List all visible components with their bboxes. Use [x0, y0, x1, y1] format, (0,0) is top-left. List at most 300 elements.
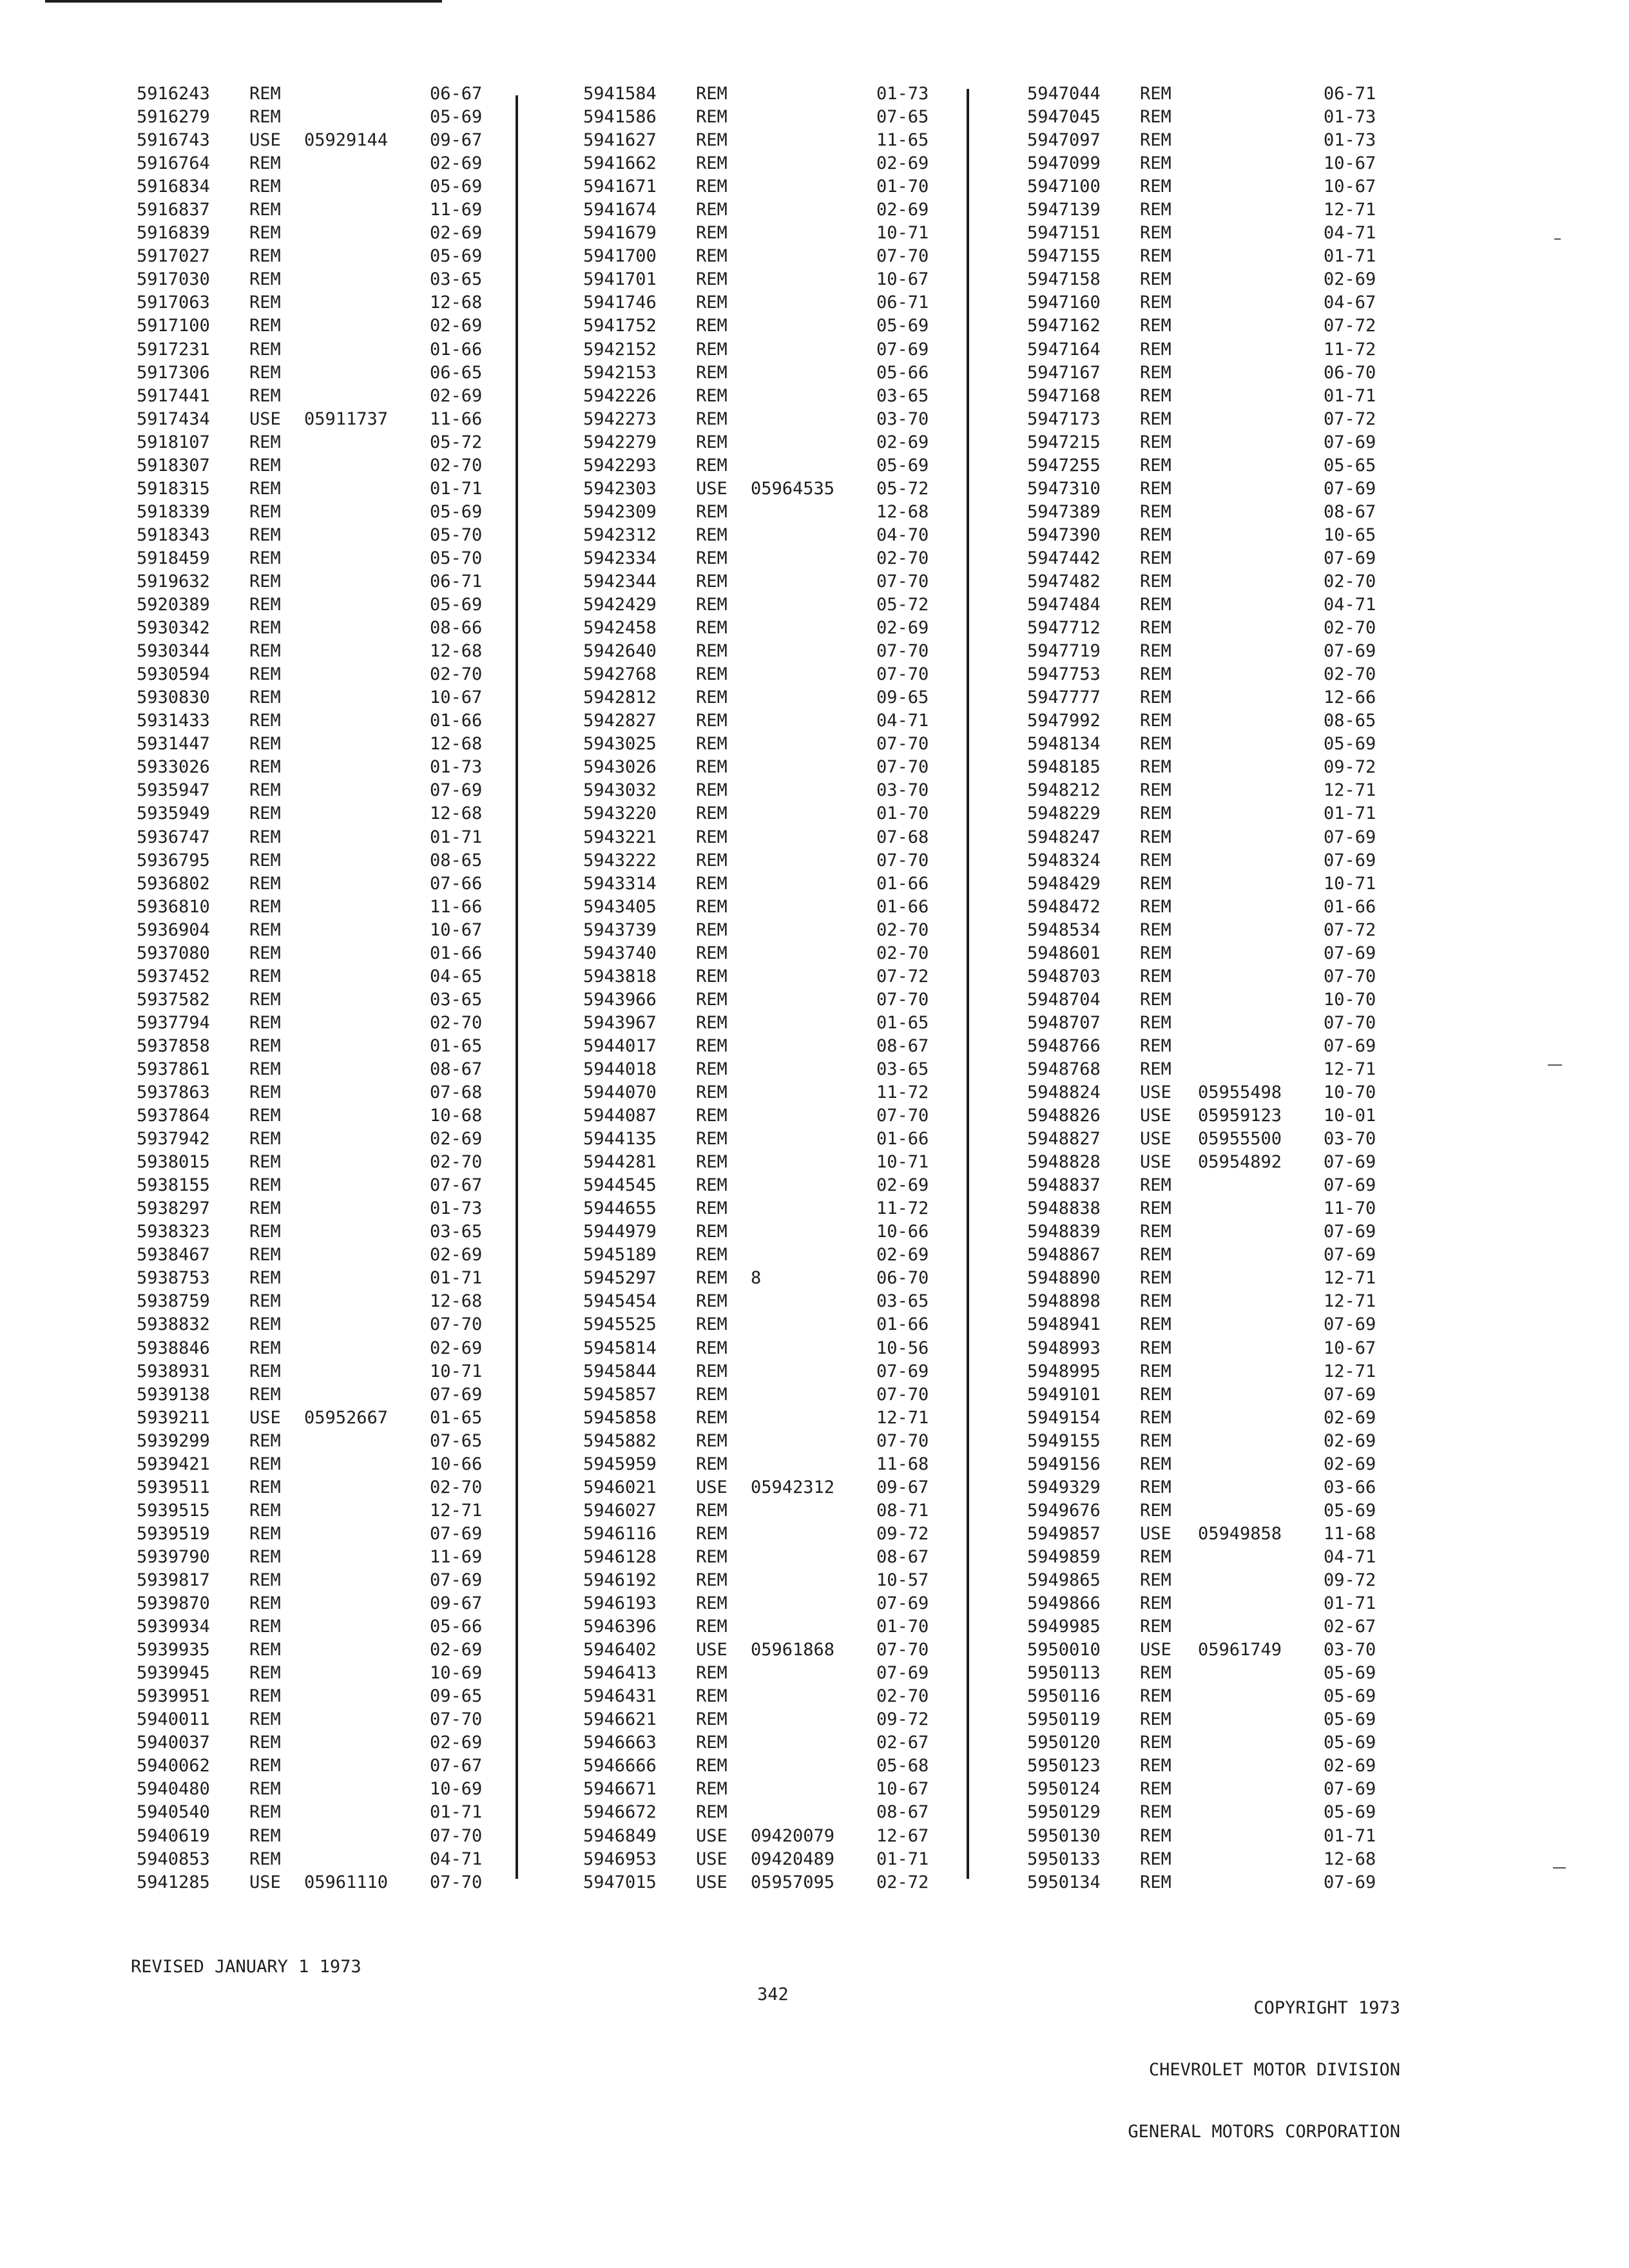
- effective-date: 07-69: [430, 780, 483, 801]
- effective-date: 07-70: [876, 571, 929, 591]
- part-number: 5948212: [1027, 780, 1101, 801]
- status-code: REM: [249, 1570, 281, 1590]
- part-number: 5947162: [1027, 316, 1101, 336]
- part-number: 5946666: [583, 1756, 657, 1776]
- effective-date: 07-70: [430, 1825, 483, 1846]
- status-code: REM: [696, 711, 728, 731]
- status-code: REM: [249, 177, 281, 197]
- part-number: 5948707: [1027, 1012, 1101, 1033]
- effective-date: 02-70: [1324, 664, 1376, 685]
- effective-date: 07-69: [876, 339, 929, 360]
- status-code: REM: [696, 130, 728, 151]
- part-number: 5938753: [137, 1268, 210, 1289]
- status-code: REM: [249, 966, 281, 986]
- effective-date: 02-70: [876, 548, 929, 568]
- status-code: REM: [249, 478, 281, 499]
- part-number: 5940011: [137, 1709, 210, 1730]
- effective-date: 04-71: [1324, 595, 1376, 615]
- status-code: REM: [1140, 664, 1171, 685]
- status-code: REM: [1140, 432, 1171, 452]
- part-number: 5948185: [1027, 757, 1101, 778]
- status-code: REM: [249, 1012, 281, 1033]
- effective-date: 07-70: [876, 757, 929, 778]
- effective-date: 02-69: [1324, 1407, 1376, 1428]
- part-number: 5946192: [583, 1570, 657, 1590]
- part-number: 5942429: [583, 595, 657, 615]
- effective-date: 02-69: [876, 618, 929, 639]
- effective-date: 01-70: [876, 803, 929, 824]
- status-code: REM: [249, 1430, 281, 1451]
- effective-date: 09-65: [876, 687, 929, 708]
- status-code: REM: [249, 1802, 281, 1823]
- effective-date: 10-71: [876, 223, 929, 244]
- part-number: 5947044: [1027, 84, 1101, 104]
- part-number: 5918315: [137, 478, 210, 499]
- status-code: REM: [696, 548, 728, 568]
- effective-date: 01-71: [430, 827, 483, 847]
- effective-date: 07-69: [1324, 478, 1376, 499]
- status-code: REM: [1140, 1314, 1171, 1335]
- status-code: REM: [249, 107, 281, 128]
- part-number: 5946431: [583, 1686, 657, 1707]
- part-number: 5948768: [1027, 1059, 1101, 1079]
- part-number: 5942279: [583, 432, 657, 452]
- status-code: REM: [696, 641, 728, 662]
- part-number: 5948898: [1027, 1291, 1101, 1312]
- status-code: REM: [1140, 1686, 1171, 1707]
- status-code: REM: [1140, 896, 1171, 917]
- effective-date: 10-57: [876, 1570, 929, 1590]
- effective-date: 07-69: [1324, 1035, 1376, 1056]
- status-code: REM: [696, 223, 728, 244]
- status-code: REM: [249, 1222, 281, 1242]
- status-code: REM: [696, 780, 728, 801]
- status-code: REM: [249, 1500, 281, 1521]
- effective-date: 11-68: [1324, 1523, 1376, 1544]
- part-number: 5948324: [1027, 850, 1101, 870]
- status-code: REM: [1140, 687, 1171, 708]
- effective-date: 10-56: [876, 1338, 929, 1358]
- part-number: 5943026: [583, 757, 657, 778]
- effective-date: 08-67: [876, 1035, 929, 1056]
- replacement-part: 05942312: [751, 1477, 835, 1497]
- effective-date: 04-67: [1324, 293, 1376, 313]
- status-code: REM: [1140, 1756, 1171, 1776]
- part-number: 5947164: [1027, 339, 1101, 360]
- part-number: 5950120: [1027, 1733, 1101, 1753]
- status-code: REM: [696, 177, 728, 197]
- status-code: REM: [696, 293, 728, 313]
- effective-date: 03-65: [876, 1291, 929, 1312]
- effective-date: 08-65: [430, 850, 483, 870]
- effective-date: 07-70: [876, 1384, 929, 1405]
- part-number: 5933026: [137, 757, 210, 778]
- effective-date: 07-67: [430, 1756, 483, 1776]
- part-number: 5937861: [137, 1059, 210, 1079]
- effective-date: 11-72: [876, 1198, 929, 1219]
- status-code: REM: [249, 803, 281, 824]
- status-code: REM: [696, 1686, 728, 1707]
- effective-date: 12-71: [1324, 1291, 1376, 1312]
- effective-date: 02-69: [430, 153, 483, 174]
- status-code: REM: [1140, 1617, 1171, 1637]
- part-number: 5948472: [1027, 896, 1101, 917]
- part-number: 5945858: [583, 1407, 657, 1428]
- status-code: USE: [696, 1640, 728, 1660]
- replacement-part: 05961868: [751, 1640, 835, 1660]
- effective-date: 08-67: [876, 1802, 929, 1823]
- status-code: REM: [249, 1198, 281, 1219]
- part-number: 5950133: [1027, 1849, 1101, 1869]
- effective-date: 10-66: [430, 1454, 483, 1474]
- part-number: 5948429: [1027, 873, 1101, 894]
- status-code: REM: [696, 989, 728, 1010]
- part-number: 5939870: [137, 1593, 210, 1614]
- effective-date: 07-69: [430, 1570, 483, 1590]
- part-number: 5937858: [137, 1035, 210, 1056]
- effective-date: 08-66: [430, 618, 483, 639]
- part-number: 5917027: [137, 246, 210, 267]
- effective-date: 03-65: [876, 1059, 929, 1079]
- effective-date: 02-67: [1324, 1617, 1376, 1637]
- effective-date: 02-70: [1324, 618, 1376, 639]
- replacement-part: 05954892: [1198, 1152, 1282, 1173]
- status-code: REM: [696, 1546, 728, 1567]
- part-number: 5942334: [583, 548, 657, 568]
- effective-date: 05-69: [1324, 1709, 1376, 1730]
- part-number: 5945525: [583, 1314, 657, 1335]
- part-number: 5918339: [137, 501, 210, 522]
- part-number: 5947045: [1027, 107, 1101, 128]
- status-code: USE: [1140, 1523, 1171, 1544]
- effective-date: 02-70: [430, 1012, 483, 1033]
- status-code: REM: [249, 293, 281, 313]
- part-number: 5940037: [137, 1733, 210, 1753]
- status-code: REM: [696, 896, 728, 917]
- status-code: REM: [1140, 1546, 1171, 1567]
- part-number: 5916837: [137, 200, 210, 220]
- effective-date: 05-69: [430, 246, 483, 267]
- part-number: 5947173: [1027, 408, 1101, 429]
- effective-date: 05-69: [430, 595, 483, 615]
- status-code: REM: [696, 432, 728, 452]
- effective-date: 07-70: [1324, 1012, 1376, 1033]
- effective-date: 07-70: [876, 734, 929, 754]
- effective-date: 04-71: [430, 1849, 483, 1869]
- part-number: 5942827: [583, 711, 657, 731]
- part-number: 5917441: [137, 385, 210, 406]
- status-code: REM: [1140, 919, 1171, 940]
- effective-date: 10-68: [430, 1106, 483, 1126]
- status-code: REM: [1140, 339, 1171, 360]
- part-number: 5946193: [583, 1593, 657, 1614]
- effective-date: 05-69: [1324, 1733, 1376, 1753]
- status-code: REM: [1140, 478, 1171, 499]
- effective-date: 07-70: [430, 1314, 483, 1335]
- part-number: 5941746: [583, 293, 657, 313]
- status-code: REM: [1140, 246, 1171, 267]
- effective-date: 11-72: [876, 1082, 929, 1103]
- status-code: REM: [696, 362, 728, 383]
- part-number: 5950134: [1027, 1872, 1101, 1892]
- status-code: REM: [1140, 293, 1171, 313]
- status-code: REM: [696, 1222, 728, 1242]
- status-code: REM: [696, 1361, 728, 1381]
- part-number: 5938297: [137, 1198, 210, 1219]
- part-number: 5939511: [137, 1477, 210, 1497]
- part-number: 5950123: [1027, 1756, 1101, 1776]
- part-number: 5917306: [137, 362, 210, 383]
- effective-date: 03-70: [1324, 1640, 1376, 1660]
- part-number: 5941584: [583, 84, 657, 104]
- effective-date: 05-65: [1324, 455, 1376, 476]
- part-number: 5948766: [1027, 1035, 1101, 1056]
- status-code: REM: [696, 1709, 728, 1730]
- part-number: 5941700: [583, 246, 657, 267]
- part-number: 5930594: [137, 664, 210, 685]
- effective-date: 10-65: [1324, 524, 1376, 545]
- status-code: REM: [1140, 1198, 1171, 1219]
- replacement-part: 05911737: [304, 408, 389, 429]
- status-code: REM: [696, 1617, 728, 1637]
- effective-date: 11-65: [876, 130, 929, 151]
- status-code: REM: [249, 1175, 281, 1196]
- status-code: REM: [696, 1175, 728, 1196]
- part-number: 5939817: [137, 1570, 210, 1590]
- effective-date: 07-70: [876, 641, 929, 662]
- effective-date: 07-69: [1324, 432, 1376, 452]
- part-number: 5943025: [583, 734, 657, 754]
- part-number: 5940480: [137, 1779, 210, 1800]
- part-number: 5950129: [1027, 1802, 1101, 1823]
- status-code: REM: [249, 316, 281, 336]
- part-number: 5942344: [583, 571, 657, 591]
- part-number: 5946128: [583, 1546, 657, 1567]
- effective-date: 07-69: [876, 1663, 929, 1684]
- status-code: REM: [249, 1035, 281, 1056]
- status-code: USE: [696, 1849, 728, 1869]
- status-code: REM: [1140, 408, 1171, 429]
- effective-date: 12-71: [1324, 780, 1376, 801]
- part-number: 5938846: [137, 1338, 210, 1358]
- part-number: 5942273: [583, 408, 657, 429]
- status-code: REM: [696, 873, 728, 894]
- status-code: REM: [1140, 177, 1171, 197]
- status-code: REM: [696, 1733, 728, 1753]
- effective-date: 03-66: [1324, 1477, 1376, 1497]
- status-code: REM: [249, 1779, 281, 1800]
- replacement-part: 05959123: [1198, 1106, 1282, 1126]
- status-code: REM: [1140, 1500, 1171, 1521]
- status-code: REM: [249, 780, 281, 801]
- status-code: REM: [249, 1709, 281, 1730]
- effective-date: 09-72: [876, 1523, 929, 1544]
- part-number: 5948838: [1027, 1198, 1101, 1219]
- part-number: 5949866: [1027, 1593, 1101, 1614]
- status-code: REM: [249, 1106, 281, 1126]
- part-number: 5947777: [1027, 687, 1101, 708]
- effective-date: 07-72: [1324, 408, 1376, 429]
- part-number: 5944979: [583, 1222, 657, 1242]
- part-number: 5946021: [583, 1477, 657, 1497]
- status-code: REM: [249, 1082, 281, 1103]
- status-code: USE: [696, 1825, 728, 1846]
- effective-date: 07-65: [430, 1430, 483, 1451]
- status-code: REM: [249, 524, 281, 545]
- effective-date: 12-71: [430, 1500, 483, 1521]
- revised-date: REVISED JANUARY 1 1973: [131, 1957, 361, 1977]
- status-code: REM: [249, 432, 281, 452]
- status-code: REM: [696, 246, 728, 267]
- status-code: REM: [1140, 1012, 1171, 1033]
- status-code: REM: [249, 1477, 281, 1497]
- effective-date: 07-70: [876, 989, 929, 1010]
- status-code: REM: [1140, 943, 1171, 963]
- status-code: REM: [1140, 1872, 1171, 1892]
- part-number: 5947719: [1027, 641, 1101, 662]
- effective-date: 07-69: [1324, 1222, 1376, 1242]
- part-number: 5944281: [583, 1152, 657, 1173]
- part-number: 5937863: [137, 1082, 210, 1103]
- status-code: USE: [696, 1872, 728, 1892]
- part-number: 5942303: [583, 478, 657, 499]
- status-code: REM: [1140, 1338, 1171, 1358]
- status-code: USE: [249, 130, 281, 151]
- effective-date: 05-66: [430, 1617, 483, 1637]
- part-number: 5950124: [1027, 1779, 1101, 1800]
- effective-date: 07-69: [1324, 1175, 1376, 1196]
- status-code: USE: [696, 478, 728, 499]
- part-number: 5948247: [1027, 827, 1101, 847]
- status-code: REM: [1140, 1663, 1171, 1684]
- effective-date: 07-69: [876, 1361, 929, 1381]
- effective-date: 09-67: [430, 1593, 483, 1614]
- status-code: REM: [1140, 1245, 1171, 1265]
- status-code: REM: [249, 339, 281, 360]
- effective-date: 07-72: [876, 966, 929, 986]
- status-code: REM: [1140, 780, 1171, 801]
- effective-date: 02-69: [430, 1129, 483, 1149]
- status-code: REM: [249, 223, 281, 244]
- effective-date: 10-71: [876, 1152, 929, 1173]
- status-code: REM: [1140, 734, 1171, 754]
- page-number: 342: [757, 1984, 789, 2004]
- effective-date: 02-72: [876, 1872, 929, 1892]
- part-number: 5948839: [1027, 1222, 1101, 1242]
- copyright-line: CHEVROLET MOTOR DIVISION: [1148, 2060, 1400, 2080]
- status-code: REM: [1140, 850, 1171, 870]
- status-code: REM: [249, 501, 281, 522]
- effective-date: 07-70: [876, 1640, 929, 1660]
- effective-date: 02-69: [430, 1733, 483, 1753]
- status-code: REM: [249, 548, 281, 568]
- part-number: 5918459: [137, 548, 210, 568]
- effective-date: 04-71: [876, 711, 929, 731]
- status-code: REM: [249, 919, 281, 940]
- part-number: 5943405: [583, 896, 657, 917]
- effective-date: 12-68: [430, 734, 483, 754]
- status-code: REM: [1140, 1779, 1171, 1800]
- part-number: 5936747: [137, 827, 210, 847]
- effective-date: 07-68: [876, 827, 929, 847]
- part-number: 5942768: [583, 664, 657, 685]
- part-number: 5937942: [137, 1129, 210, 1149]
- effective-date: 10-67: [430, 687, 483, 708]
- status-code: REM: [249, 1686, 281, 1707]
- replacement-part: 05961110: [304, 1872, 389, 1892]
- part-number: 5947100: [1027, 177, 1101, 197]
- part-number: 5937582: [137, 989, 210, 1010]
- status-code: REM: [1140, 1593, 1171, 1614]
- part-number: 5945882: [583, 1430, 657, 1451]
- effective-date: 11-69: [430, 1546, 483, 1567]
- effective-date: 07-70: [430, 1872, 483, 1892]
- part-number: 5930344: [137, 641, 210, 662]
- status-code: REM: [249, 1268, 281, 1289]
- effective-date: 06-71: [1324, 84, 1376, 104]
- effective-date: 12-71: [1324, 1361, 1376, 1381]
- effective-date: 02-70: [430, 455, 483, 476]
- part-number: 5945189: [583, 1245, 657, 1265]
- top-rule: [45, 0, 442, 3]
- part-number: 5945857: [583, 1384, 657, 1405]
- status-code: REM: [1140, 130, 1171, 151]
- part-number: 5939790: [137, 1546, 210, 1567]
- part-number: 5947167: [1027, 362, 1101, 383]
- status-code: REM: [249, 1454, 281, 1474]
- status-code: REM: [1140, 1384, 1171, 1405]
- replacement-part: 05955498: [1198, 1082, 1282, 1103]
- effective-date: 01-70: [876, 1617, 929, 1637]
- part-number: 5947442: [1027, 548, 1101, 568]
- status-code: REM: [249, 1640, 281, 1660]
- status-code: REM: [696, 107, 728, 128]
- part-number: 5941627: [583, 130, 657, 151]
- effective-date: 01-66: [876, 873, 929, 894]
- effective-date: 12-68: [1324, 1849, 1376, 1869]
- status-code: REM: [1140, 153, 1171, 174]
- part-number: 5943221: [583, 827, 657, 847]
- part-number: 5940062: [137, 1756, 210, 1776]
- status-code: REM: [1140, 1035, 1171, 1056]
- effective-date: 10-67: [1324, 1338, 1376, 1358]
- part-number: 5947160: [1027, 293, 1101, 313]
- part-number: 5944655: [583, 1198, 657, 1219]
- effective-date: 09-72: [1324, 1570, 1376, 1590]
- part-number: 5947482: [1027, 571, 1101, 591]
- status-code: USE: [1140, 1152, 1171, 1173]
- part-number: 5942812: [583, 687, 657, 708]
- effective-date: 12-71: [1324, 200, 1376, 220]
- status-code: REM: [696, 1035, 728, 1056]
- part-number: 5940619: [137, 1825, 210, 1846]
- effective-date: 02-69: [1324, 269, 1376, 290]
- part-number: 5942152: [583, 339, 657, 360]
- effective-date: 02-69: [876, 153, 929, 174]
- part-number: 5950119: [1027, 1709, 1101, 1730]
- status-code: REM: [696, 1152, 728, 1173]
- status-code: REM: [249, 687, 281, 708]
- status-code: REM: [249, 618, 281, 639]
- effective-date: 10-71: [1324, 873, 1376, 894]
- part-number: 5947097: [1027, 130, 1101, 151]
- effective-date: 02-70: [430, 1477, 483, 1497]
- status-code: REM: [1140, 1175, 1171, 1196]
- part-number: 5948993: [1027, 1338, 1101, 1358]
- part-number: 5916764: [137, 153, 210, 174]
- margin-mark: [1553, 1867, 1566, 1869]
- part-number: 5946849: [583, 1825, 657, 1846]
